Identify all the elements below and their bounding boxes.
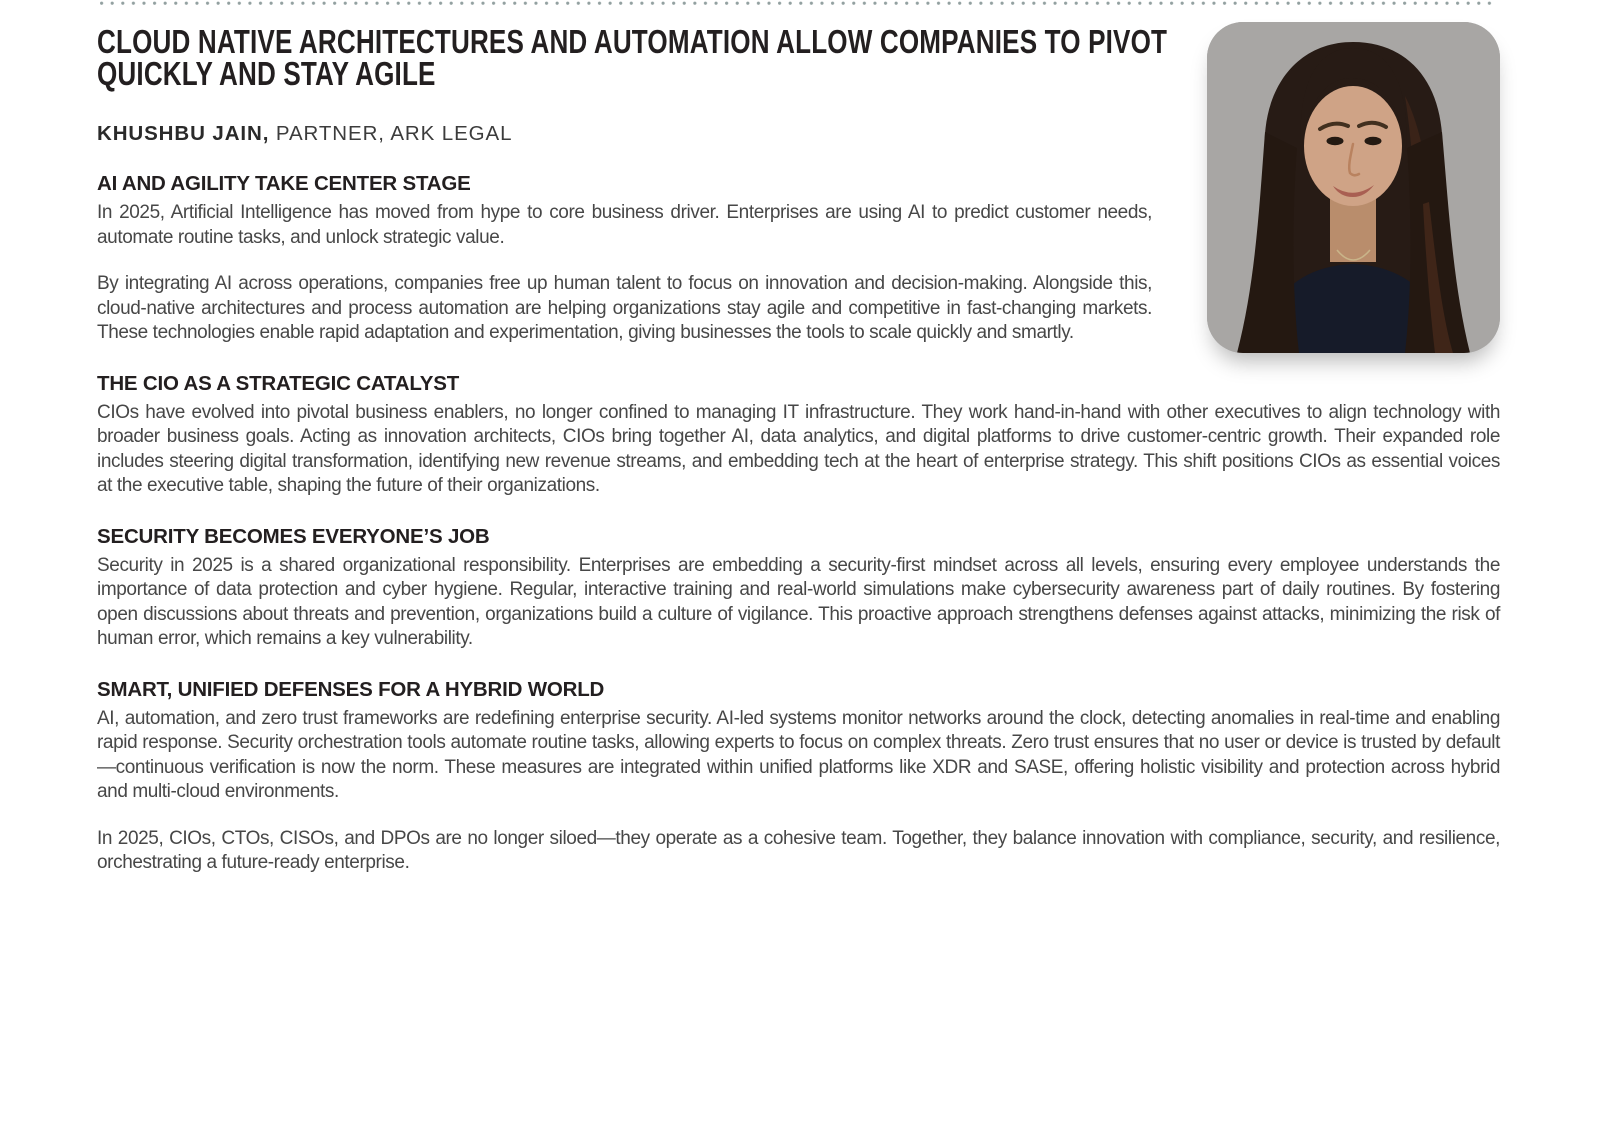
paragraph: CIOs have evolved into pivotal business enablers, no longer confined to managing IT infrastructure. They work hand-in-hand with other executives to align technology with broader business goals. Acting as innovation architects, CIOs bring together AI, data analytics, and digital platforms to drive customer-centric growth. Their expanded role includes steering digital transformation, identifying new revenue streams, and embedding tech at the heart of enterprise strategy. This shift positions CIOs as essential voices at the executive table, shaping the future of their organizations. <box>97 401 1500 496</box>
section-heading: THE CIO AS A STRATEGIC CATALYST <box>97 371 460 395</box>
section-smart-unified-defenses <box>97 678 1500 876</box>
article-title-line-1: CLOUD NATIVE ARCHITECTURES AND AUTOMATION ALLOW COMPANIES TO PIVOT <box>97 23 1168 60</box>
paragraph: In 2025, Artificial Intelligence has moved from hype to core business driver. Enterprises are using AI to predict customer needs, automate routine tasks, and unlock strategic value. <box>97 202 1152 248</box>
article-page <box>97 0 1500 876</box>
paragraph: By integrating AI across operations, companies free up human talent to focus on innovation and decision-making. Alongside this, cloud-native architectures and process automation are helping organizations stay agile and competitive in fast-changing markets. These technologies enable rapid adaptation and experimentation, giving businesses the tools to scale quickly and smartly. <box>97 273 1152 343</box>
paragraph: In 2025, CIOs, CTOs, CISOs, and DPOs are no longer siloed—they operate as a cohesive team. Together, they balance innovation with compliance, security, and resilience, orchestrating a future-ready enterprise. <box>97 827 1500 873</box>
byline-author-name: KHUSHBU JAIN, <box>97 122 270 145</box>
section-heading: SECURITY BECOMES EVERYONE’S JOB <box>97 524 490 548</box>
paragraph: Security in 2025 is a shared organizational responsibility. Enterprises are embedding a security-first mindset across all levels, ensuring every employee understands the importance of data protection and cyber hygiene. Regular, interactive training and real-world simulations make cybersecurity awareness part of daily routines. By fostering open discussions about threats and prevention, organizations build a culture of vigilance. This proactive approach strengthens defenses against attacks, minimizing the risk of human error, which remains a key vulnerability. <box>97 554 1500 649</box>
paragraph: AI, automation, and zero trust frameworks are redefining enterprise security. AI-led systems monitor networks around the clock, detecting anomalies in real-time and enabling rapid response. Security orchestration tools automate routine tasks, allowing experts to focus on complex threats. Zero trust ensures that no user or device is trusted by default—continuous verification is now the norm. These measures are integrated within unified platforms like XDR and SASE, offering holistic visibility and protection across hybrid and multi-cloud environments. <box>97 707 1500 802</box>
section-cio-strategic-catalyst <box>97 372 1500 499</box>
author-photo <box>1207 22 1500 353</box>
portrait-of-woman-illustration <box>1207 22 1500 353</box>
section-heading: AI AND AGILITY TAKE CENTER STAGE <box>97 172 471 195</box>
byline-author-role: PARTNER, ARK LEGAL <box>275 122 513 145</box>
article-title-line-2: QUICKLY AND STAY AGILE <box>97 55 436 92</box>
section-heading: SMART, UNIFIED DEFENSES FOR A HYBRID WORLD <box>97 677 605 701</box>
section-security-everyones-job <box>97 525 1500 652</box>
